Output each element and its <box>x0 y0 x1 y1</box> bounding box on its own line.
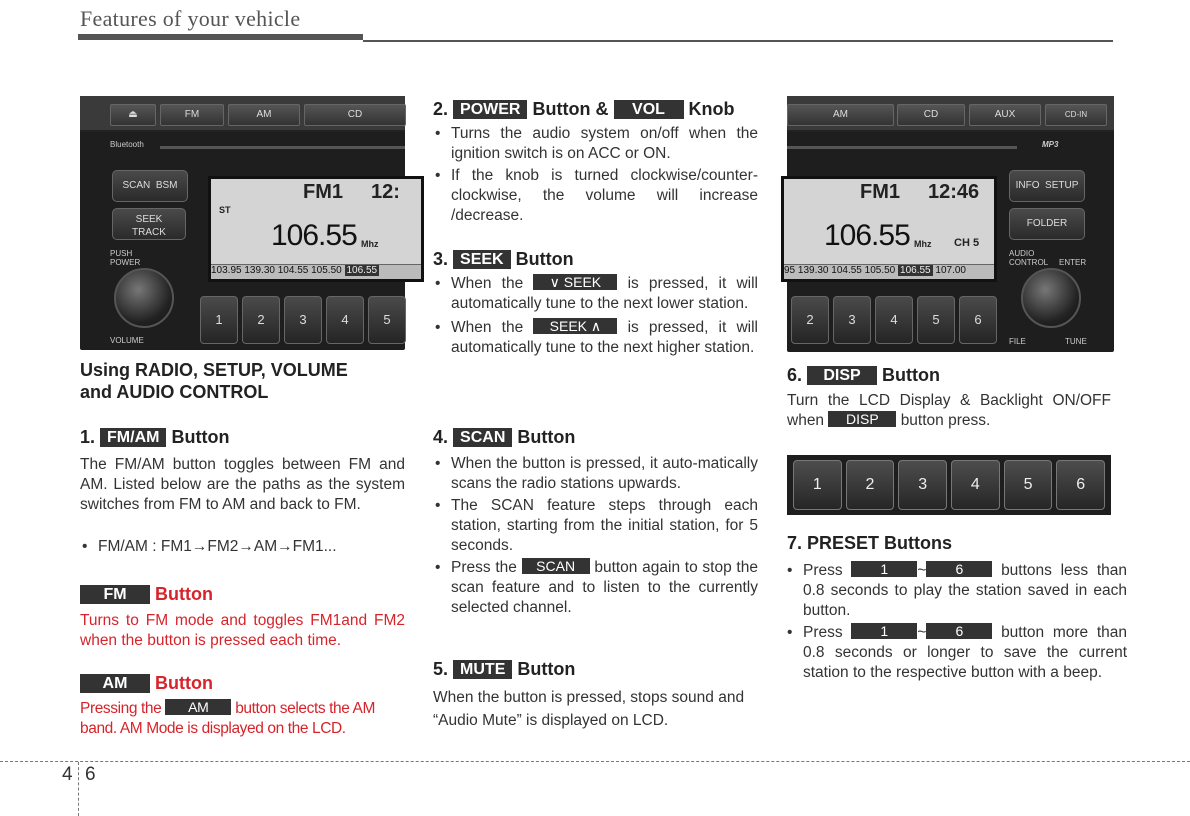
section-heading-line1: Using RADIO, SETUP, VOLUME <box>80 360 348 380</box>
lcd-strip-freq: 105.50 <box>864 265 896 276</box>
fm-button-heading <box>80 584 213 605</box>
lcd-strip-freq: 104.55 <box>831 265 862 276</box>
lcd-strip-freq: 139.30 <box>797 265 829 276</box>
radio-preset: 3 <box>833 296 871 344</box>
radio-preset: 3 <box>284 296 322 344</box>
header-rule <box>363 40 1113 42</box>
radio-cd-button: CD <box>304 104 406 126</box>
text-fragment: Turn the LCD Display & Backlight ON/OFF when <box>787 392 1111 429</box>
button-word: Button <box>515 249 574 269</box>
lcd-strip <box>211 264 421 279</box>
seek-badge: SEEK <box>453 250 511 269</box>
text-fragment: button again to stop the scan feature and to listen to the currently selected channel. <box>451 559 758 616</box>
radio-preset: 5 <box>917 296 955 344</box>
radio-preset: 5 <box>368 296 406 344</box>
seek-up-badge: SEEK ∧ <box>533 318 617 334</box>
preset-buttons-photo <box>787 455 1111 515</box>
fm-am-description: The FM/AM button toggles between FM and AM. Listed below are the paths as the system switches from FM to AM and back to FM. <box>80 456 405 513</box>
text-fragment: buttons less than 0.8 seconds to play the station saved in each button. <box>803 562 1127 619</box>
page-number-chapter: 4 <box>62 764 73 785</box>
page-number: 6 <box>85 764 96 785</box>
text-fragment: When the <box>451 319 524 336</box>
list-item: • The SCAN feature steps through each station, starting from the initial station, for 5 seconds. <box>451 496 758 556</box>
lcd-strip-selected: 106.55 <box>900 265 931 276</box>
am-badge: AM <box>80 674 150 693</box>
seek-heading <box>433 249 574 270</box>
fm-am-heading <box>80 427 229 448</box>
radio-aux-button: AUX <box>969 104 1041 126</box>
radio-preset: 2 <box>791 296 829 344</box>
button-word: Button <box>517 659 576 679</box>
power-label: POWER <box>110 258 141 267</box>
header-title: Features of your vehicle <box>80 6 301 31</box>
disp-description <box>787 391 1111 431</box>
list-item: • Turns the audio system on/off when the ignition switch is on ACC or ON. <box>451 124 758 164</box>
preset-button-4: 4 <box>951 460 1000 510</box>
list-item <box>451 274 758 314</box>
radio-photo-left <box>80 96 405 350</box>
item-number: 2. <box>433 99 449 119</box>
lcd-unit: Mhz <box>914 239 932 249</box>
header-bar <box>78 34 363 40</box>
bluetooth-label: Bluetooth <box>110 140 144 149</box>
radio-preset-row <box>791 296 997 344</box>
item-number: 4. <box>433 427 449 447</box>
lcd-strip-freq: 104.55 <box>277 265 309 276</box>
radio-fm-button: FM <box>160 104 224 126</box>
lcd-strip-freq: 107.00 <box>935 265 966 276</box>
setup-label: SETUP <box>1045 180 1079 191</box>
info-label: INFO <box>1015 180 1040 191</box>
radio-photo-right <box>784 96 1114 352</box>
disp-inline-badge: DISP <box>828 411 896 427</box>
lcd-clock: 12:46 <box>928 181 980 203</box>
audio-label: AUDIO <box>1009 249 1035 258</box>
scan-heading <box>433 427 575 448</box>
am-button-heading <box>80 673 213 694</box>
control-label: CONTROL <box>1009 258 1049 267</box>
list-item: • If the knob is turned clockwise/counter-clockwise, the volume will increase /decrease. <box>451 166 758 226</box>
item-number: 3. <box>433 249 449 269</box>
lcd-display <box>781 176 997 282</box>
item-number: 6. <box>787 365 803 385</box>
text-fragment: Press the <box>451 559 517 576</box>
lcd-display <box>208 176 424 282</box>
lcd-frequency: 106.55 <box>271 219 357 252</box>
radio-preset: 6 <box>959 296 997 344</box>
file-label: FILE <box>1009 337 1026 346</box>
tune-label: TUNE <box>1065 337 1087 346</box>
mute-description: When the button is pressed, stops sound and “Audio Mute” is displayed on LCD. <box>433 689 745 729</box>
radio-folder-button <box>1009 208 1085 240</box>
tilde: ~ <box>917 562 927 579</box>
fm-am-path-list <box>80 537 408 557</box>
radio-preset: 4 <box>326 296 364 344</box>
knob-word: Knob <box>688 99 735 119</box>
bsm-label: BSM <box>155 180 178 191</box>
disp-heading <box>787 365 940 386</box>
fm-am-path: • FM/AM : FM1→FM2→AM→FM1... <box>98 537 408 557</box>
button-word: Button <box>882 365 941 385</box>
button-word: Button <box>155 584 213 604</box>
text-fragment: Press <box>803 562 843 579</box>
lcd-strip-freq: 103.95 <box>211 265 242 276</box>
lcd-strip-freq: 105.50 <box>311 265 342 276</box>
folder-label: FOLDER <box>1026 218 1068 229</box>
preset-6-badge: 6 <box>926 623 992 639</box>
preset-button-6: 6 <box>1056 460 1105 510</box>
fm-button-description: Turns to FM mode and toggles FM1and FM2 when the button is pressed each time. <box>80 612 405 649</box>
radio-seek-track-button <box>112 208 186 240</box>
preset-button-1: 1 <box>793 460 842 510</box>
radio-preset: 4 <box>875 296 913 344</box>
track-label: TRACK <box>132 227 166 238</box>
section-heading-line2: and AUDIO CONTROL <box>80 382 269 402</box>
preset-1-badge: 1 <box>851 623 917 639</box>
radio-preset: 1 <box>200 296 238 344</box>
seek-list <box>433 274 758 358</box>
volume-label: VOLUME <box>110 336 144 345</box>
list-item <box>451 558 758 618</box>
lcd-clock: 12: <box>371 181 400 203</box>
tune-knob <box>1021 268 1081 328</box>
lcd-st: ST <box>219 205 231 215</box>
seek-down-badge: ∨ SEEK <box>533 274 617 290</box>
button-word: Button <box>171 427 230 447</box>
lcd-channel: CH 5 <box>954 237 980 249</box>
text-fragment: is pressed, it will automatically tune to the next higher station. <box>451 319 758 356</box>
power-badge: POWER <box>453 100 527 119</box>
lcd-frequency: 106.55 <box>824 219 910 252</box>
text-fragment: is pressed, it will automatically tune to the next lower station. <box>451 275 758 312</box>
lcd-strip <box>784 264 994 279</box>
radio-am-button: AM <box>787 104 894 126</box>
mute-badge: MUTE <box>453 660 512 679</box>
cd-in-button: CD-IN <box>1045 104 1107 126</box>
fm-badge: FM <box>80 585 150 604</box>
preset-1-badge: 1 <box>851 561 917 577</box>
eject-button: ⏏ <box>110 104 156 126</box>
preset-list <box>787 561 1127 683</box>
button-word: Button <box>517 427 576 447</box>
list-item <box>451 318 758 358</box>
vol-badge: VOL <box>614 100 684 119</box>
text-fragment: When the <box>451 275 524 292</box>
radio-cd-button: CD <box>897 104 965 126</box>
am-button-description <box>80 699 408 739</box>
am-inline-badge: AM <box>165 699 231 715</box>
text-fragment: Pressing the <box>80 700 162 717</box>
preset-button-2: 2 <box>846 460 895 510</box>
power-vol-heading <box>433 99 735 120</box>
tilde: ~ <box>917 624 927 641</box>
seek-label: SEEK <box>135 214 163 225</box>
text-fragment: button press. <box>900 412 991 429</box>
text-fragment: button selects the AM band. AM Mode is displayed on the LCD. <box>80 700 375 737</box>
radio-scan-bsm-button <box>112 170 188 202</box>
preset-button-3: 3 <box>898 460 947 510</box>
text-fragment: Press <box>803 624 843 641</box>
preset-heading: 7. PRESET Buttons <box>787 533 953 553</box>
scan-inline-badge: SCAN <box>522 558 590 574</box>
scan-label: SCAN <box>122 180 151 191</box>
item-number: 5. <box>433 659 449 679</box>
list-item <box>803 561 1127 621</box>
cd-slot <box>160 146 405 149</box>
section-heading <box>80 359 348 403</box>
lcd-band: FM1 <box>303 181 343 203</box>
push-label: PUSH <box>110 249 133 258</box>
footer-divider <box>78 762 79 816</box>
radio-preset-row <box>200 296 406 344</box>
cd-slot <box>787 146 1017 149</box>
text-fragment: button more than 0.8 seconds or longer to save the current station to the respective button with a beep. <box>803 624 1127 681</box>
list-item <box>803 623 1127 683</box>
footer-rule <box>0 761 1190 762</box>
enter-label: ENTER <box>1059 258 1087 267</box>
item-number: 1. <box>80 427 96 447</box>
list-item: • When the button is pressed, it auto-matically scans the radio stations upwards. <box>451 454 758 494</box>
radio-info-setup-button <box>1009 170 1085 202</box>
button-word: Button & <box>532 99 609 119</box>
lcd-band: FM1 <box>860 181 900 203</box>
mp3-label: MP3 <box>1042 140 1059 149</box>
scan-badge: SCAN <box>453 428 512 447</box>
scan-list <box>433 454 758 618</box>
button-word: Button <box>155 673 213 693</box>
lcd-strip-selected: 106.55 <box>346 265 378 276</box>
fm-am-badge: FM/AM <box>100 428 166 447</box>
disp-badge: DISP <box>807 366 877 385</box>
lcd-strip-freq: 95 <box>784 265 796 276</box>
preset-6-badge: 6 <box>926 561 992 577</box>
preset-button-5: 5 <box>1004 460 1053 510</box>
lcd-unit: Mhz <box>361 239 379 249</box>
radio-am-button: AM <box>228 104 300 126</box>
power-vol-list <box>433 124 758 226</box>
volume-knob <box>114 268 174 328</box>
lcd-strip-freq: 139.30 <box>244 265 275 276</box>
radio-preset: 2 <box>242 296 280 344</box>
mute-heading <box>433 659 575 680</box>
